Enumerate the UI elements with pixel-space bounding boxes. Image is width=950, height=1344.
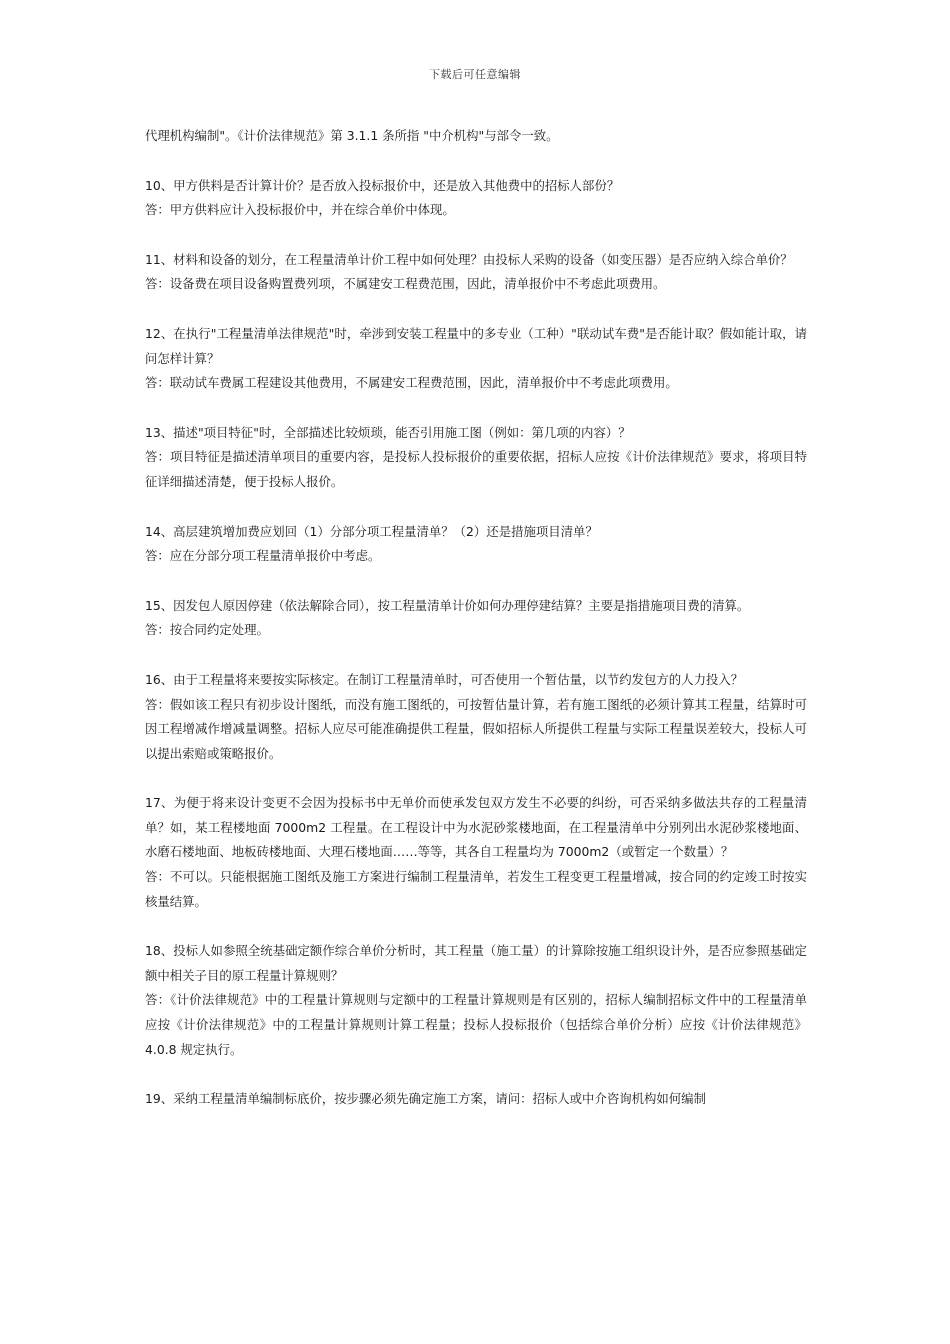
question-text: 11、材料和设备的划分，在工程量清单计价工程中如何处理？由投标人采购的设备（如变压器）是否应纳入综合单价？ bbox=[145, 251, 793, 267]
question-text: 17、为便于将来设计变更不会因为投标书中无单价而使承发包双方发生不必要的纠纷，可否采纳多做法共存的工程量清单？如，某工程楼地面 7000m2 工程量。在工程设计中为水泥砂浆楼地面，在工程量清单中分别列出水泥砂浆楼地面、水磨石楼地面、地板砖楼地面、大理石楼地面……等等，其各自工程量均为 7000m2（或暂定一个数量）？ bbox=[145, 795, 807, 860]
qa-item-12 bbox=[145, 322, 807, 396]
qa-item-10 bbox=[145, 174, 807, 223]
answer-text: 答：假如该工程只有初步设计图纸，而没有施工图纸的，可按暂估量计算，若有施工图纸的必须计算其工程量，结算时可因工程增减作增减量调整。招标人应尽可能准确提供工程量，假如招标人所提供工程量与实际工程量误差较大，投标人可以提出索赔或策略报价。 bbox=[145, 696, 807, 761]
qa-item-16 bbox=[145, 668, 807, 766]
answer-text: 答：《计价法律规范》中的工程量计算规则与定额中的工程量计算规则是有区别的，招标人编制招标文件中的工程量清单应按《计价法律规范》中的工程量计算规则计算工程量；投标人投标报价（包括综合单价分析）应按《计价法律规范》4.0.8 规定执行。 bbox=[145, 992, 807, 1057]
answer-text: 答：甲方供料应计入投标报价中，并在综合单价中体现。 bbox=[145, 202, 455, 218]
question-text: 19、采纳工程量清单编制标底价，按步骤必须先确定施工方案，请问：招标人或中介咨询机构如何编制 bbox=[145, 1091, 706, 1107]
answer-text: 答：设备费在项目设备购置费列项，不属建安工程费范围，因此，清单报价中不考虑此项费用。 bbox=[145, 276, 666, 292]
answer-text: 答：不可以。只能根据施工图纸及施工方案进行编制工程量清单，若发生工程变更工程量增减，按合同的约定竣工时按实核量结算。 bbox=[145, 869, 807, 909]
header-note: 下载后可任意编辑 bbox=[429, 68, 521, 81]
question-text: 18、投标人如参照全统基础定额作综合单价分析时，其工程量（施工量）的计算除按施工组织设计外，是否应参照基础定额中相关子目的原工程量计算规则？ bbox=[145, 943, 807, 983]
answer-text: 答：项目特征是描述清单项目的重要内容，是投标人投标报价的重要依据，招标人应按《计价法律规范》要求，将项目特征详细描述清楚，便于投标人报价。 bbox=[145, 449, 807, 489]
question-text: 16、由于工程量将来要按实际核定。在制订工程量清单时，可否使用一个暂估量，以节约发包方的人力投入？ bbox=[145, 671, 744, 687]
qa-item-14 bbox=[145, 520, 807, 569]
answer-text: 答：联动试车费属工程建设其他费用，不属建安工程费范围，因此，清单报价中不考虑此项费用。 bbox=[145, 375, 678, 391]
qa-item-13 bbox=[145, 421, 807, 495]
qa-item-19 bbox=[145, 1087, 807, 1112]
question-text: 15、因发包人原因停建（依法解除合同），按工程量清单计价如何办理停建结算？主要是指措施项目费的清算。 bbox=[145, 597, 750, 613]
qa-item-11 bbox=[145, 248, 807, 297]
question-text: 12、在执行"工程量清单法律规范"时，牵涉到安装工程量中的多专业（工种）"联动试车费"是否能计取？假如能计取，请问怎样计算？ bbox=[145, 325, 807, 366]
question-text: 10、甲方供料是否计算计价？是否放入投标报价中，还是放入其他费中的招标人部份？ bbox=[145, 177, 620, 193]
document-body bbox=[145, 124, 807, 1112]
qa-item-17 bbox=[145, 791, 807, 914]
question-text: 14、高层建筑增加费应划回（1）分部分项工程量清单？（2）还是措施项目清单？ bbox=[145, 523, 598, 539]
answer-text: 答：应在分部分项工程量清单报价中考虑。 bbox=[145, 548, 381, 564]
question-text: 13、描述"项目特征"时，全部描述比较烦琐，能否引用施工图（例如：第几项的内容）？ bbox=[145, 424, 631, 440]
answer-text: 答：按合同约定处理。 bbox=[145, 622, 269, 638]
qa-item-15 bbox=[145, 594, 807, 643]
intro-paragraph: 代理机构编制"。《计价法律规范》第 3.1.1 条所指 "中介机构"与部令一致。 bbox=[145, 128, 559, 143]
qa-item-18 bbox=[145, 939, 807, 1062]
